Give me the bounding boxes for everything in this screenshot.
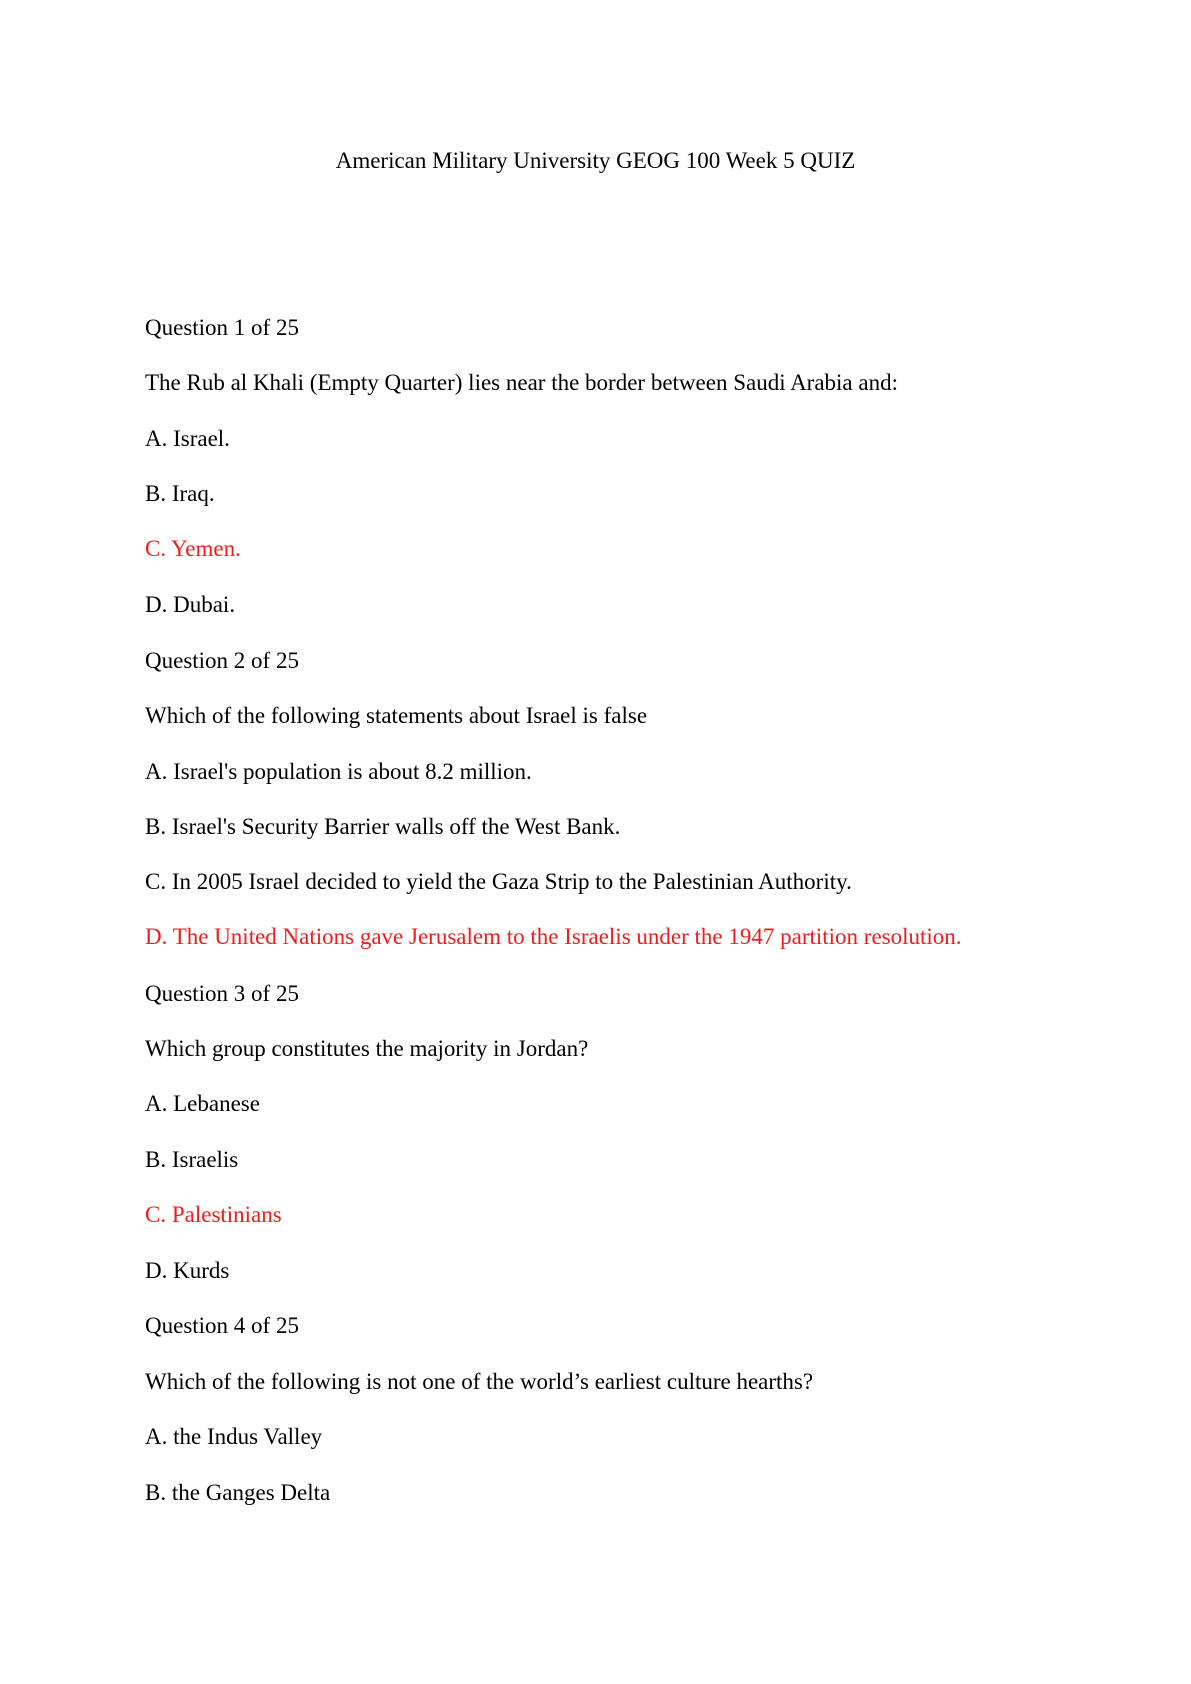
- question-4-option-b: B. the Ganges Delta: [145, 1480, 331, 1505]
- question-1-prompt: The Rub al Khali (Empty Quarter) lies near the border between Saudi Arabia and:: [145, 370, 898, 395]
- question-3-option-d: D. Kurds: [145, 1258, 230, 1283]
- question-1-option-d: D. Dubai.: [145, 592, 236, 617]
- question-3-option-b: B. Israelis: [145, 1147, 239, 1172]
- question-3-header: Question 3 of 25: [145, 981, 299, 1006]
- question-2-option-a: A. Israel's population is about 8.2 million.: [145, 759, 532, 784]
- question-4-option-a: A. the Indus Valley: [145, 1424, 323, 1449]
- question-4-prompt: Which of the following is not one of the world’s earliest culture hearths?: [145, 1369, 814, 1394]
- question-1-header: Question 1 of 25: [145, 315, 299, 340]
- question-3-prompt: Which group constitutes the majority in Jordan?: [145, 1036, 589, 1061]
- question-1-option-a: A. Israel.: [145, 426, 230, 451]
- question-1-option-b: B. Iraq.: [145, 481, 215, 506]
- question-2-option-d-answer: D. The United Nations gave Jerusalem to the Israelis under the 1947 partition resolution.: [145, 924, 962, 949]
- question-2-header: Question 2 of 25: [145, 648, 299, 673]
- question-4-header: Question 4 of 25: [145, 1313, 299, 1338]
- question-3-option-a: A. Lebanese: [145, 1091, 260, 1116]
- question-2-option-b: B. Israel's Security Barrier walls off the West Bank.: [145, 814, 621, 839]
- question-2-option-c: C. In 2005 Israel decided to yield the Gaza Strip to the Palestinian Authority.: [145, 869, 852, 894]
- document-title: American Military University GEOG 100 Week 5 QUIZ: [335, 148, 856, 173]
- question-1-option-c-answer: C. Yemen.: [145, 536, 241, 561]
- question-3-option-c-answer: C. Palestinians: [145, 1202, 282, 1227]
- question-2-prompt: Which of the following statements about Israel is false: [145, 703, 648, 728]
